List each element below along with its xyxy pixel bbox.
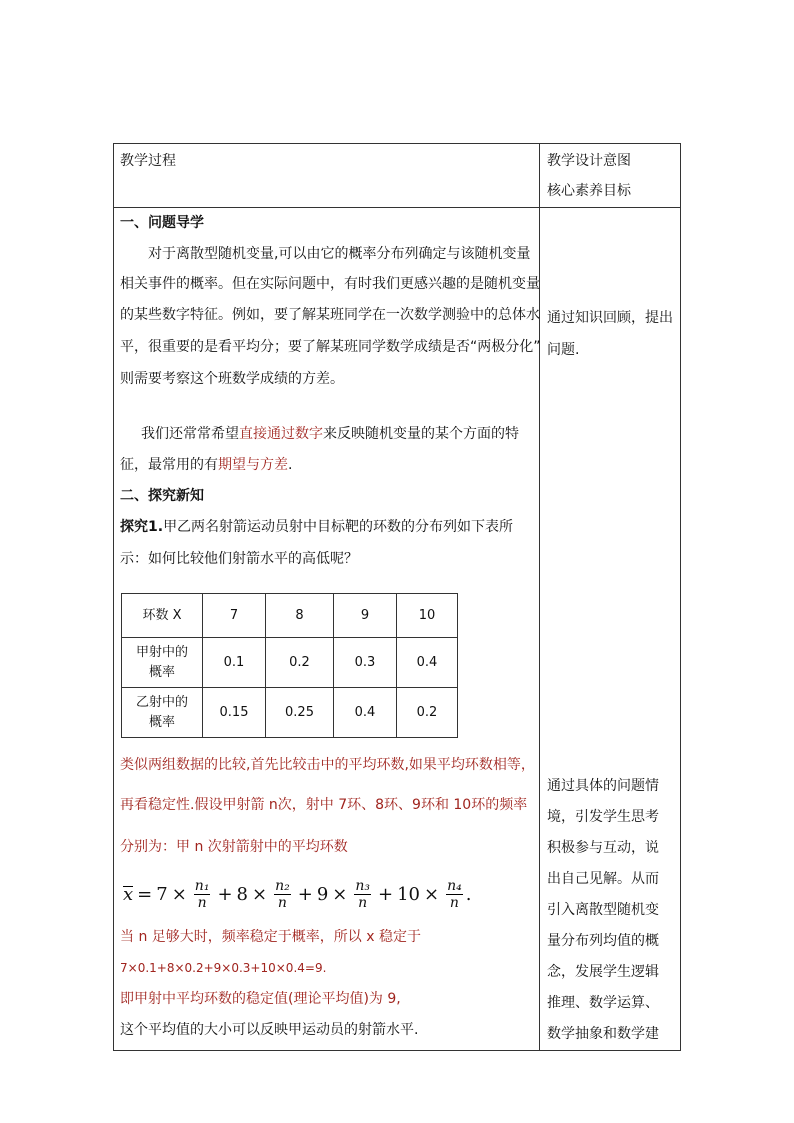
formula-coef: 8 — [236, 883, 248, 905]
frac-den: n — [449, 894, 459, 911]
frac-num: n₃ — [355, 877, 370, 894]
explore-line1 — [120, 518, 513, 536]
intent-b-line: 数学抽象和数学建 — [547, 1026, 659, 1042]
formula-fraction — [274, 878, 291, 911]
formula-end: . — [465, 883, 472, 905]
formula-plus: + — [378, 883, 394, 905]
label-line: 概率 — [148, 714, 175, 730]
formula-eq: = — [137, 883, 153, 905]
table-cell: 0.15 — [203, 688, 266, 738]
para2-highlight: 期望与方差 — [218, 457, 288, 473]
table-row-label — [122, 688, 203, 738]
intent-a-line: 问题. — [547, 342, 580, 358]
analysis-line: 再看稳定性.假设甲射箭 n次，射中 7环、8环、9环和 10环的频率 — [120, 797, 528, 813]
formula-coef: 10 — [397, 883, 420, 905]
formula-fraction — [446, 878, 463, 911]
para1-line: 平，很重要的是看平均分；要了解某班同学数学成绩是否“两极分化” — [120, 339, 541, 355]
para1-line: 的某些数字特征。例如，要了解某班同学在一次数学测验中的总体水 — [120, 307, 540, 323]
table-cell: 环数 X — [122, 594, 203, 638]
para1-line: 相关事件的概率。但在实际问题中，有时我们更感兴趣的是随机变量 — [120, 276, 540, 292]
table-row — [122, 688, 458, 738]
intent-b-line: 量分布列均值的概 — [547, 933, 659, 949]
intent-b-line: 通过具体的问题情 — [547, 778, 659, 794]
formula-times: × — [332, 883, 348, 905]
formula-times: × — [251, 883, 268, 905]
intent-a-line: 通过知识回顾，提出 — [547, 310, 673, 326]
distribution-table — [121, 593, 458, 738]
formula-times: × — [171, 883, 187, 905]
table-row — [122, 638, 458, 688]
formula-fraction — [194, 878, 211, 911]
intent-b-line: 推理、数学运算、 — [547, 995, 659, 1011]
table-cell: 0.25 — [266, 688, 334, 738]
formula-plus: + — [217, 883, 233, 905]
table-cell: 10 — [397, 594, 458, 638]
explore-text: 甲乙两名射箭运动员射中目标靶的环数的分布列如下表所 — [163, 519, 514, 535]
header-right-1: 教学设计意图 — [547, 153, 631, 169]
table-cell: 0.1 — [203, 638, 266, 688]
explore-label: 探究1. — [120, 519, 164, 535]
header-divider — [113, 207, 681, 208]
intent-b-line: 念，发展学生逻辑 — [547, 964, 659, 980]
intent-b-line: 引入离散型随机变 — [547, 902, 659, 918]
para2-highlight: 直接通过数字 — [239, 426, 323, 442]
mean-formula — [123, 874, 471, 914]
para2-text: 征，最常用的有 — [120, 457, 218, 473]
frac-den: n — [277, 894, 287, 911]
intent-b-line: 出自己见解。从而 — [547, 871, 659, 887]
table-cell: 0.4 — [397, 638, 458, 688]
para1-line: 对于离散型随机变量,可以由它的概率分布列确定与该随机变量 — [148, 246, 531, 262]
section1-title: 一、问题导学 — [120, 215, 204, 231]
analysis-line: 类似两组数据的比较,首先比较击中的平均环数,如果平均环数相等， — [120, 757, 535, 773]
table-cell: 0.4 — [334, 688, 397, 738]
label-line: 概率 — [148, 664, 175, 680]
intent-b-line: 积极参与互动，说 — [547, 840, 659, 856]
frac-num: n₂ — [275, 877, 290, 894]
para2-text: 我们还常常希望 — [141, 426, 239, 442]
para2-line1 — [141, 425, 519, 443]
para2-text: 来反映随机变量的某个方面的特 — [323, 426, 519, 442]
table-cell: 8 — [266, 594, 334, 638]
formula-coef: 7 — [156, 883, 168, 905]
formula-plus: + — [297, 883, 313, 905]
para1-line: 则需要考察这个班数学成绩的方差。 — [120, 371, 344, 387]
analysis-line: 即甲射中平均环数的稳定值(理论平均值)为 9, — [120, 991, 401, 1007]
frac-den: n — [197, 894, 207, 911]
formula-coef: 9 — [316, 883, 329, 905]
formula-xbar: x — [123, 883, 134, 905]
frac-num: n₄ — [447, 877, 462, 894]
label-line: 甲射中的 — [135, 644, 188, 660]
table-cell: 0.2 — [266, 638, 334, 688]
analysis-line: 当 n 足够大时，频率稳定于概率，所以 x 稳定于 — [120, 929, 421, 945]
frac-num: n₁ — [194, 877, 210, 894]
table-row-label — [122, 638, 203, 688]
header-left: 教学过程 — [120, 153, 176, 169]
header-right-2: 核心素养目标 — [547, 183, 631, 199]
table-row — [122, 594, 458, 638]
label-line: 乙射中的 — [135, 694, 188, 710]
formula-times: × — [424, 883, 440, 905]
intent-b-line: 境，引发学生思考 — [547, 809, 659, 825]
analysis-line: 分别为：甲 n 次射箭射中的平均环数 — [120, 839, 348, 855]
table-cell: 9 — [334, 594, 397, 638]
analysis-line: 7×0.1+8×0.2+9×0.3+10×0.4=9. — [120, 961, 327, 975]
analysis-line: 这个平均值的大小可以反映甲运动员的射箭水平. — [120, 1022, 419, 1038]
frac-den: n — [358, 894, 368, 911]
table-cell: 0.2 — [397, 688, 458, 738]
section2-title: 二、探究新知 — [120, 488, 204, 504]
formula-fraction — [354, 878, 371, 911]
para2-text: . — [288, 457, 293, 473]
table-cell: 0.3 — [334, 638, 397, 688]
para2-line2 — [120, 456, 292, 474]
explore-line2: 示：如何比较他们射箭水平的高低呢？ — [120, 551, 358, 567]
table-cell: 7 — [203, 594, 266, 638]
